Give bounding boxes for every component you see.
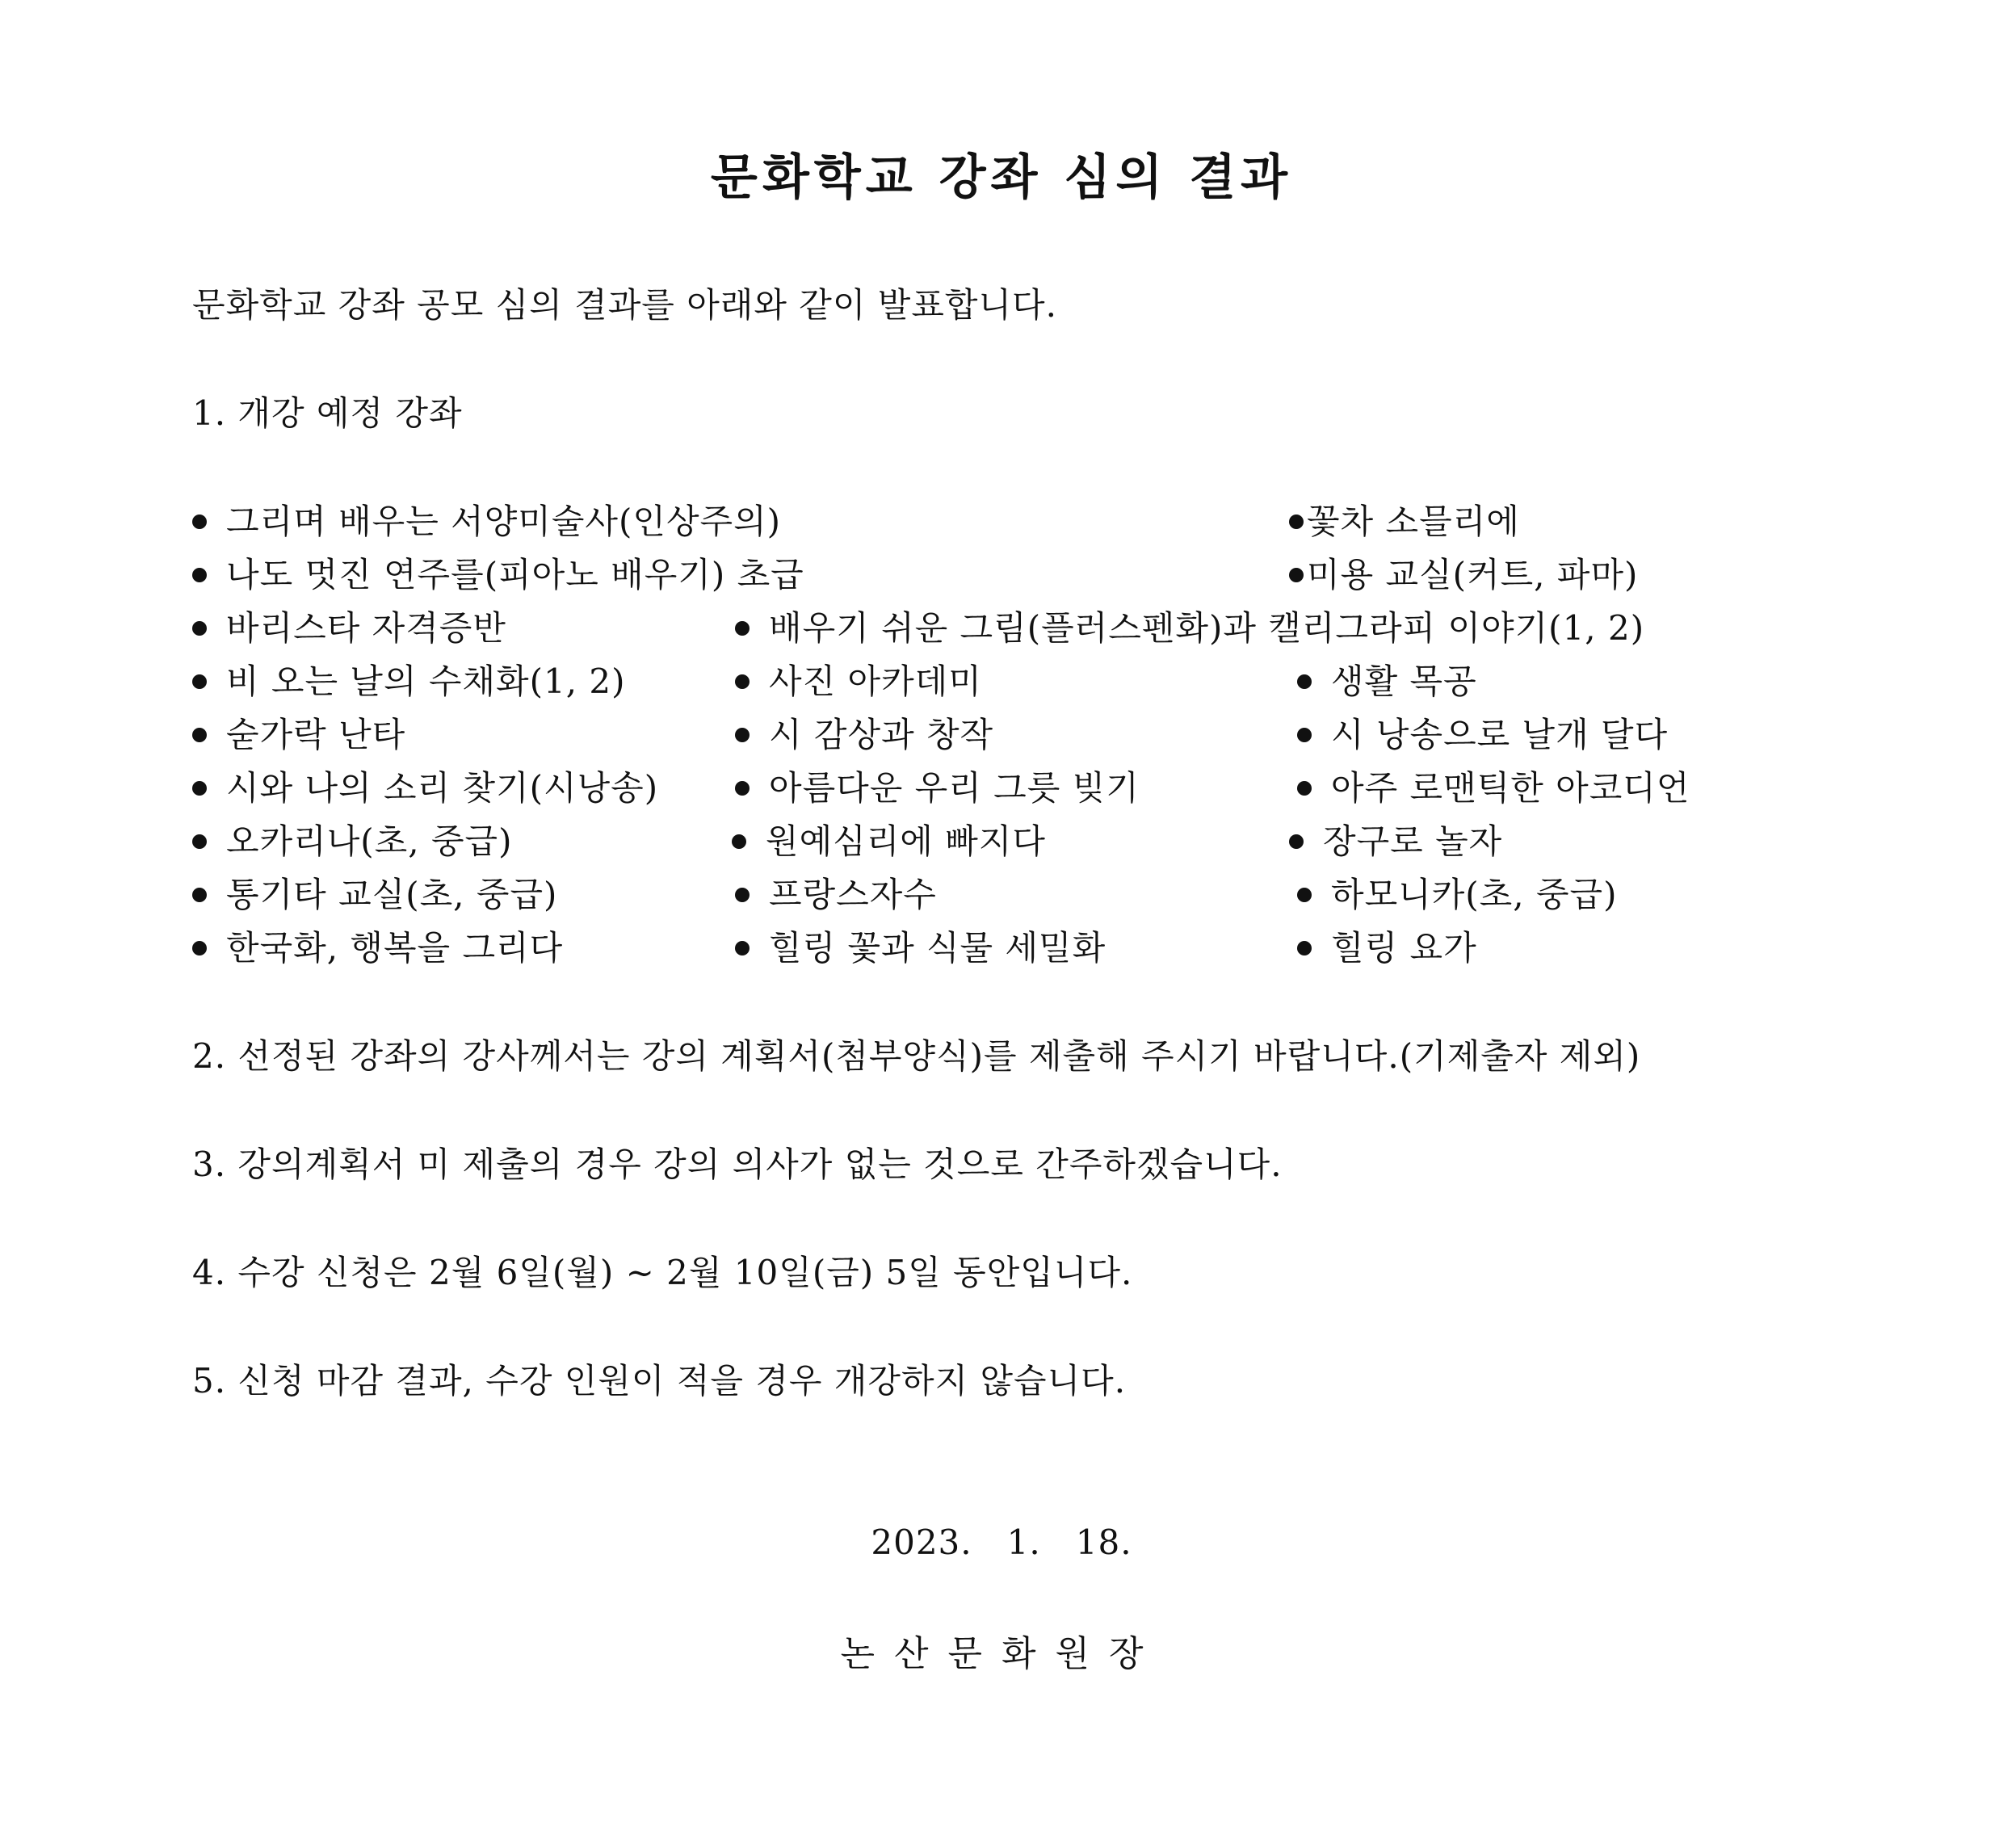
course-item: 통기타 교실(초, 중급) bbox=[192, 872, 557, 918]
note-4: 4. 수강 신청은 2월 6일(월) ~ 2월 10일(금) 5일 동안입니다. bbox=[192, 1253, 1133, 1292]
bullet-icon bbox=[192, 621, 207, 636]
bullet-icon bbox=[192, 674, 207, 689]
bullet-icon bbox=[1289, 834, 1304, 849]
bullet-icon bbox=[192, 568, 207, 582]
bullet-icon bbox=[192, 728, 207, 742]
bullet-icon bbox=[1289, 514, 1304, 529]
course-item: 그리며 배우는 서양미술사(인상주의) bbox=[192, 499, 781, 544]
document-date: 2023. 1. 18. bbox=[871, 1522, 1132, 1562]
course-item: 하모니카(초, 중급) bbox=[1297, 872, 1617, 918]
course-item: 시와 나의 소리 찾기(시낭송) bbox=[192, 766, 658, 811]
bullet-icon bbox=[1289, 568, 1304, 582]
course-item: 프랑스자수 bbox=[735, 872, 937, 918]
course-item: 힐링 꽃과 식물 세밀화 bbox=[735, 926, 1106, 971]
document-title: 문화학교 강좌 심의 결과 bbox=[710, 149, 1293, 206]
course-item: 꽃차 소믈리에 bbox=[1289, 499, 1520, 544]
bullet-icon bbox=[735, 674, 750, 689]
bullet-icon bbox=[735, 781, 750, 796]
course-item: 바리스타 자격증반 bbox=[192, 606, 506, 651]
course-item: 시 낭송으로 날개 달다 bbox=[1297, 712, 1668, 758]
bullet-icon bbox=[735, 621, 750, 636]
intro-text: 문화학교 강좌 공모 심의 결과를 아래와 같이 발표합니다. bbox=[192, 285, 1057, 325]
course-item: 나도 멋진 연주를(피아노 배우기) 초급 bbox=[192, 552, 804, 598]
bullet-icon bbox=[1297, 781, 1312, 796]
course-item: 사진 아카데미 bbox=[735, 659, 982, 704]
course-item: 아주 로맨틱한 아코디언 bbox=[1297, 766, 1690, 811]
note-2: 2. 선정된 강좌의 강사께서는 강의 계획서(첨부양식)를 제출해 주시기 바랍니다.(기제출자 제외) bbox=[192, 1036, 1641, 1076]
bullet-icon bbox=[735, 888, 750, 902]
bullet-icon bbox=[192, 888, 207, 902]
course-item: 장구로 놀자 bbox=[1289, 819, 1502, 864]
course-item: 힐링 요가 bbox=[1297, 926, 1477, 971]
course-item: 원예심리에 빠지다 bbox=[732, 819, 1046, 864]
note-3: 3. 강의계획서 미 제출의 경우 강의 의사가 없는 것으로 간주하겠습니다. bbox=[192, 1144, 1283, 1184]
course-item: 시 감상과 창작 bbox=[735, 712, 993, 758]
course-item: 오카리나(초, 중급) bbox=[192, 819, 512, 864]
bullet-icon bbox=[1297, 674, 1312, 689]
course-item: 아름다운 우리 그릇 빚기 bbox=[735, 766, 1140, 811]
bullet-icon bbox=[192, 941, 207, 956]
course-item: 한국화, 행복을 그리다 bbox=[192, 926, 563, 971]
bullet-icon bbox=[1297, 728, 1312, 742]
bullet-icon bbox=[1297, 941, 1312, 956]
bullet-icon bbox=[192, 781, 207, 796]
bullet-icon bbox=[1297, 888, 1312, 902]
bullet-icon bbox=[735, 728, 750, 742]
section-1-heading: 1. 개강 예정 강좌 bbox=[192, 393, 463, 433]
note-5: 5. 신청 마감 결과, 수강 인원이 적을 경우 개강하지 않습니다. bbox=[192, 1361, 1127, 1401]
bullet-icon bbox=[732, 834, 746, 849]
course-item: 배우기 쉬운 그림(플러스펜화)과 캘리그라피 이야기(1, 2) bbox=[735, 606, 1644, 651]
bullet-icon bbox=[192, 834, 207, 849]
course-item: 생활 목공 bbox=[1297, 659, 1477, 704]
bullet-icon bbox=[735, 941, 750, 956]
bullet-icon bbox=[192, 514, 207, 529]
signature-issuer: 논산문화원장 bbox=[840, 1633, 1163, 1674]
course-item: 미용 교실(커트, 파마) bbox=[1289, 552, 1638, 598]
course-item: 숟가락 난타 bbox=[192, 712, 405, 758]
course-item: 비 오는 날의 수채화(1, 2) bbox=[192, 659, 626, 704]
